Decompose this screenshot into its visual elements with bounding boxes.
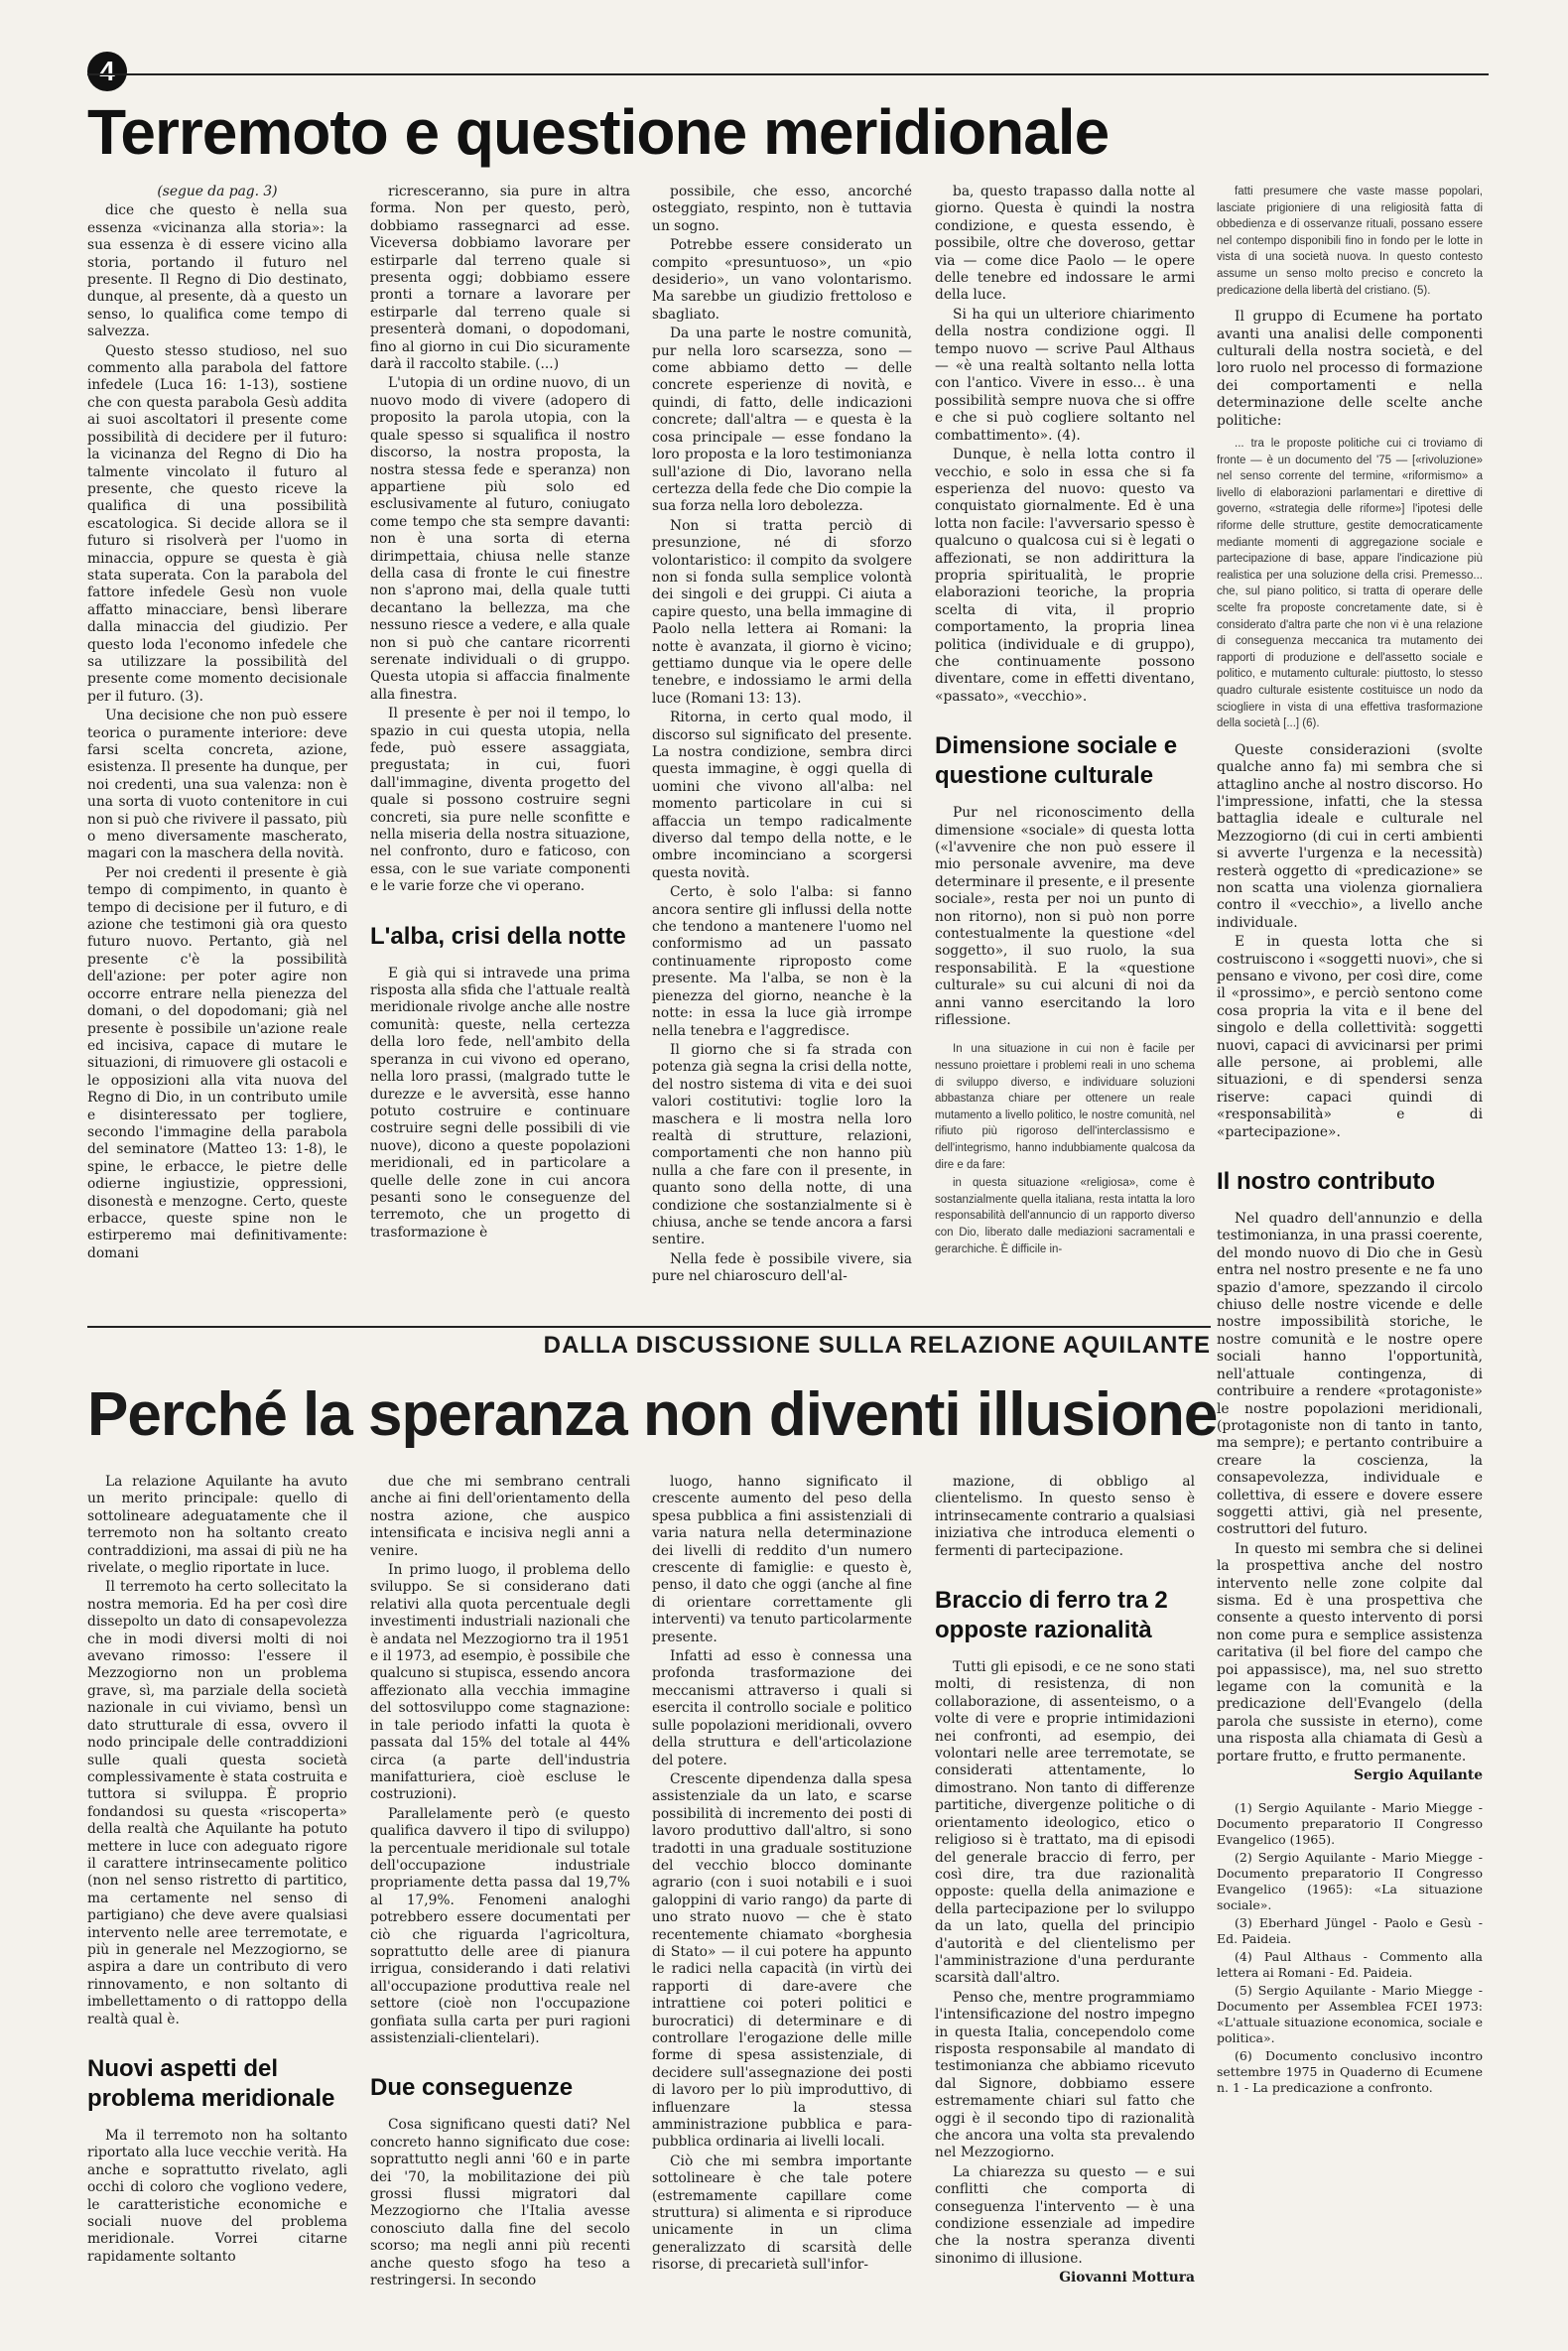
paragraph-list (935, 1659, 1195, 2268)
paragraph-list (370, 1474, 630, 2047)
author-signature: Giovanni Mottura (1059, 2270, 1195, 2286)
paragraph: (2) Sergio Aquilante - Mario Miegge - Documento preparatorio II Congresso Evangelico (1965): «La situazione sociale». (1217, 1850, 1483, 1913)
paragraph: Non si tratta perciò di presunzione, né di sforzo volontaristico: il compito da svolgere non si fonda sulla semplice volontà dei singoli e dei gruppi. Ci aiuta a capire questo, una bella immagine di Paolo nella lettera ai Romani: la notte è avanzata, il giorno è vicino; gettiamo dunque via le opere delle tenebre, e indossiamo le armi della luce (Romani 13: 13). (652, 517, 912, 707)
top-rule (87, 73, 1489, 75)
paragraph: (4) Paul Althaus - Commento alla lettera ai Romani - Ed. Paideia. (1217, 1949, 1483, 1981)
paragraph: Questo stesso studioso, nel suo commento alla parabola del fattore infedele (Luca 16: 1-13), sostiene che con questa parabola Gesù addita ai suoi ascoltatori il presente come possibilità di decidere per il futuro: la vicinanza del Regno di Dio ha talmente vincolato il futuro al presente, che questo riceve la qualifica di una possibilità escatologica. Si decide allora se il futuro si risolverà per l'uomo in minaccia, oppure se questa è già stata superata. Con la parabola del fattore infedele Gesù non vuole affatto minacciare, bensì liberare dalla minaccia del giudizio. Per questo loda l'economo infedele che sa utilizzare la possibilità del presente come momento decisionale per il futuro. (3). (87, 342, 347, 705)
paragraph: (6) Documento conclusivo incontro settembre 1975 in Quaderno di Ecumene n. 1 - La predicazione a confronto. (1217, 2048, 1483, 2096)
subheading-contributo: Il nostro contributo (1217, 1168, 1435, 1196)
footnotes (1217, 1800, 1483, 2096)
paragraph: La relazione Aquilante ha avuto un merito principale: quello di sottolineare adeguatamente che il terremoto non ha soltanto creato contraddizioni, ma assai di più ne ha rivelate, o meglio riportate in luce. (87, 1474, 347, 1577)
paragraph: ba, questo trapasso dalla notte al giorno. Questa è quindi la nostra condizione, e questa essendo, è possibile, oltre che doveroso, gettar via — come dice Paolo — le opere delle tenebre ed indossare le armi della luce. (935, 184, 1195, 304)
quoted-block (935, 1041, 1195, 1257)
subheading-nuovi-aspetti: Nuovi aspetti del problema meridionale (87, 2055, 335, 2112)
paragraph-list (935, 184, 1195, 706)
paragraph: possibile, che esso, ancorché osteggiato, respinto, non è tuttavia un sogno. (652, 184, 912, 234)
article1-col5 (1217, 184, 1483, 2098)
section-rule (87, 1326, 1211, 1328)
paragraph-list (370, 2117, 630, 2289)
article2-col1 (87, 1474, 347, 2268)
paragraph: Il giorno che si fa strada con potenza già segna la crisi della notte, del nostro sistema di vita e dei suoi valori costitutivi: toglie loro la maschera e li mostra nella loro realtà di strutture, relazioni, comportamenti che non hanno più nulla a che fare con il presente, in quanto sono della notte, di una condizione che sostanzialmente si è chiusa, anche se tende ancora a farsi sentire. (652, 1041, 912, 1248)
paragraph-list (370, 184, 630, 896)
paragraph: E in questa lotta che si costruiscono i «soggetti nuovi», che si pensano e vivono, per così dire, come il «prossimo», e perciò sentono come cosa propria la vita e il bene del singolo e della collettività: soggetti nuovi, capaci di avvicinarsi per primi alle persone, ai problemi, alle situazioni, e di spendersi senza riserve: capaci quindi di «responsabilità» e di «partecipazione». (1217, 934, 1483, 1140)
paragraph-list (935, 805, 1195, 1029)
paragraph: Pur nel riconoscimento della dimensione «sociale» di questa lotta («l'avvenire che non può essere il mio personale avvenire, ma deve determinare il presente, e il presente sociale», resta per noi un punto di non ritorno), non si può non porre contestualmente la questione «del soggetto», il suo ruolo, la sua responsabilità. E la «questione culturale» su cui alcuni di noi da anni vanno esercitando la loro riflessione. (935, 805, 1195, 1029)
paragraph: Ciò che mi sembra importante sottolineare è che tale potere (estremamente capillare come struttura) si alimenta e si riproduce unicamente in un clima generalizzato di scarsità delle risorse, di precarietà sull'infor- (652, 2153, 912, 2274)
paragraph: ricresceranno, sia pure in altra forma. Non per questo, però, dobbiamo rassegnarci ad esse. Viceversa dobbiamo lavorare per estirparle dal terreno quale si presenta oggi; dobbiamo essere pronti a tornare a lavorare per estirparle dal terreno quale si presenterà domani, o dopodomani, fino al giorno in cui Dio sicuramente darà il raccolto stabile. (...) (370, 184, 630, 373)
paragraph: (1) Sergio Aquilante - Mario Miegge - Documento preparatorio II Congresso Evangelico (1965). (1217, 1800, 1483, 1848)
paragraph: E già qui si intravede una prima risposta alla sfida che l'attuale realtà meridionale rivolge anche alle nostre comunità: queste, nella certezza della loro fede, nell'ambito della speranza in cui vivono ed operano, nella loro prassi, (malgrado tutte le durezze e le avversità, esse hanno potuto costruire e continuare costruire segni delle possibili di vie nuove), dicono a queste popolazioni meridionali, ed in particolare a quelle delle zone in cui ancora pesanti sono le conseguenze del terremoto, che un progetto di trasformazione è (370, 965, 630, 1241)
paragraph: (5) Sergio Aquilante - Mario Miegge - Documento per Assemblea FCEI 1973: «L'attuale situazione economica, sociale e politica». (1217, 1983, 1483, 2046)
paragraph: ... tra le proposte politiche cui ci troviamo di fronte — è un documento del '75 — [«rivoluzione» nel senso corrente del termine, «riformismo» a livello di elaborazioni parlamentari e direttive di governo, «strategia delle riforme»] l'ipotesi delle riforme delle strutture, gestite democraticamente mediante momenti di aggregazione sociale e partecipazione di base, appare l'indicazione più realistica per una soluzione della crisi. Premesso... che, sul piano politico, si tratta di operare delle scelte fra proposte concretamente date, si è considerato d'altra parte che non vi è una relazione di conseguenza meccanica tra mutamento dei rapporti di produzione e dell'assetto sociale e politico, e mutamento culturale: piuttosto, lo stesso quadro culturale esistente costituisce un nodo da sciogliere in vista di una effettiva trasformazione della società [...] (6). (1217, 438, 1483, 730)
continued-note: (segue da pag. 3) (157, 184, 278, 199)
paragraph: In una situazione in cui non è facile per nessuno proiettare i problemi reali in uno schema di sviluppo diverso, e individuare soluzioni abbastanza chiare per ottenere un reale mutamento a livello politico, le nostre comunità, nel rifiuto più rigoroso dell'interclassismo e dell'integrismo, hanno indubbiamente qualcosa da dire e da fare: (935, 1043, 1195, 1171)
paragraph-list (1217, 1211, 1483, 1765)
paragraph: Nel quadro dell'annunzio e della testimonianza, in una prassi coerente, del mondo nuovo di Dio che in Gesù entra nel nostro presente e ne fa uno spazio d'amore, spezzando il circolo chiuso delle nostre vicende e delle nostre impossibilità storiche, le nostre comunità e le nostre opere sociali hanno l'opportunità, nell'attuale contingenza, di contribuire a rendere «protagoniste» le nostre popolazioni meridionali, (protagoniste non di tanto in tanto, ma sempre); e pertanto contribuire a creare la coscienza, la consapevolezza, individuale e collettiva, di essere e dovere essere soggetti attivi, già nel presente, costruttori del futuro. (1217, 1211, 1483, 1538)
quoted-block (1217, 184, 1483, 299)
paragraph: mazione, di obbligo al clientelismo. In questo senso è intrinsecamente contrario a qualsiasi iniziativa che introduca elementi o fermenti di partecipazione. (935, 1474, 1195, 1559)
paragraph: Da una parte le nostre comunità, pur nella loro scarsezza, sono — come abbiamo detto — delle concrete esperienze di novità, e quindi, di fatto, delle indicazioni concrete; dall'altra — e questa è la cosa principale — esse fondano la loro proposta e la loro testimonianza sull'azione di Dio, lavorano nella certezza della fede che Dio compie la sua forza nella loro debolezza. (652, 326, 912, 515)
subheading-conseguenze: Due conseguenze (370, 2074, 574, 2102)
paragraph-list (87, 202, 347, 1262)
paragraph: Dunque, è nella lotta contro il vecchio, e solo in essa che si fa esperienza del nuovo: questo va conquistato giornalmente. Ed è una lotta non facile: l'avversario spesso è qualcuno o qualcosa cui si è legati o affezionati, se non addirittura la propria spiritualità, le proprie elaborazioni teoriche, la propria scelta di vita, il proprio comportamento, la propria linea politica (individuale e di gruppo), che continuamente possono diventare, come in effetti diventano, «passato», «vecchio». (935, 447, 1195, 705)
page-number-badge: 4 (87, 52, 127, 91)
paragraph: (3) Eberhard Jüngel - Paolo e Gesù - Ed. Paideia. (1217, 1915, 1483, 1947)
paragraph-list (935, 1474, 1195, 1560)
paragraph: Il gruppo di Ecumene ha portato avanti una analisi delle componenti culturali della nostra società, e del loro ruolo nel processo di formazione dei comportamenti e nella determinazione delle scelte anche politiche: (1217, 309, 1483, 429)
subheading-alba: L'alba, crisi della notte (370, 922, 626, 950)
paragraph-list (652, 1474, 912, 2275)
paragraph-list (1217, 309, 1483, 430)
article2-kicker: DALLA DISCUSSIONE SULLA RELAZIONE AQUILANTE (543, 1332, 1211, 1359)
paragraph-list (370, 966, 630, 1242)
article2-title: Perché la speranza non diventi illusione (87, 1380, 1218, 1449)
paragraph: Ritorna, in certo qual modo, il discorso sul significato del presente. La nostra condizione, sembra dirci questa immagine, è oggi quella di uomini che vivono all'alba: nel momento particolare in cui si affaccia un tempo radicalmente diverso dal tempo della notte, e le ombre incominciano a scorgersi questa novità. (652, 710, 912, 881)
article1-col2 (370, 184, 630, 1243)
paragraph-list (1217, 742, 1483, 1141)
paragraph: Nella fede è possibile vivere, sia pure nel chiaroscuro dell'al- (652, 1250, 912, 1285)
paragraph-list (87, 2128, 347, 2266)
paragraph: La chiarezza su questo — e sui conflitti che comporta di conseguenza l'intervento — è una condizione essenziale ad impedire che la nostra speranza diventi sinonimo di illusione. (935, 2163, 1195, 2267)
paragraph: in questa situazione «religiosa», come è sostanzialmente quella italiana, resta intatta la loro responsabilità dell'annuncio di un rapporto diverso con Dio, liberato dalle mediazioni sacramentali e gerarchiche. È difficile in- (935, 1177, 1195, 1255)
paragraph: dice che questo è nella sua essenza «vicinanza alla storia»: la sua essenza è di essere vicino alla storia, portando il futuro nel presente. Il Regno di Dio destinato, dunque, al presente, dà a questo un senso, lo qualifica come tempo di salvezza. (87, 202, 347, 340)
paragraph: L'utopia di un ordine nuovo, di un nuovo modo di vivere (adopero di proposito la parola utopia, con la quale spesso si squalifica il nostro discorso, la nostra proposta, la nostra stessa fede e speranza) non appartiene più solo ed esclusivamente al futuro, coniugato come tempo che sta sempre davanti: non è una sorta di eterna dirimpettaia, chiusa nelle stanze della casa di fronte le cui finestre non s'aprono mai, della quale tutti decantano la bellezza, ma che nessuno riesce a vedere, e alla quale non si può che cantare ricorrenti serenate individuali o di gruppo. Questa utopia si affaccia finalmente alla finestra. (370, 375, 630, 703)
article1-title: Terremoto e questione meridionale (87, 96, 1110, 168)
article2-col2 (370, 1474, 630, 2291)
paragraph: Cosa significano questi dati? Nel concreto hanno significato due cose: soprattutto negli anni '60 e in parte dei '70, la mobilitazione dei più grossi flussi migratori dal Mezzogiorno che l'Italia avesse conosciuto dalla fine del secolo scorso; ma negli anni più recenti anche questo sfogo ha teso a restringersi. In secondo (370, 2117, 630, 2289)
paragraph: Infatti ad esso è connessa una profonda trasformazione dei meccanismi attraverso i quali si esercita il controllo sociale e politico sulle popolazioni meridionali, ovvero della struttura e dell'articolazione del potere. (652, 1648, 912, 1768)
paragraph: In primo luogo, il problema dello sviluppo. Se si considerano dati relativi alla quota percentuale degli investimenti industriali nazionali che è andata nel Mezzogiorno tra il 1951 e il 1973, ad esempio, è possibile che qualcuno si stupisca, essendo ancora affezionato alla vecchia immagine del sottosviluppo come stagnazione: in tale periodo infatti la quota è passata dal 15% del totale al 44% circa (a parte dell'industria manifatturiera, cioè escluse le costruzioni). (370, 1562, 630, 1803)
quoted-block (1217, 436, 1483, 732)
paragraph-list (87, 1474, 347, 2028)
paragraph: Tutti gli episodi, e ce ne sono stati molti, di resistenza, di non collaborazione, di assenteismo, o a volte di vere e proprie intimidazioni nei confronti, ad esempio, dei volontari nelle aree terremotate, se considerati attentamente, lo dimostrano. Non tanto di differenze partitiche, divergenze politiche o di orientamento ideologico, etico o religioso si è trattato, ma di episodi del generale braccio di ferro, per così dire, tra due razionalità opposte: quella della animazione e della partecipazione per lo sviluppo da un lato, quella del principio d'autorità e del clientelismo per l'amministrazione d'una perdurante scarsità dall'altro. (935, 1659, 1195, 1987)
paragraph: Il presente è per noi il tempo, lo spazio in cui questa utopia, nella fede, può essere assaggiata, pregustata; in cui, fuori dall'immagine, diventa progetto del quale si possono costruire segni concreti, sia pure nelle sconfitte e nella miseria della nostra situazione, nel confronto, duro e faticoso, con essa, con le sue variate componenti e le varie forze che vi operano. (370, 706, 630, 895)
paragraph: fatti presumere che vaste masse popolari, lasciate prigioniere di una religiosità fatta di obbedienza e di osservanze rituali, possano essere nel contempo disponibili fino in fondo per le lotte in vista di una società nuova. In questo contesto assume un senso molto preciso e concreto la predicazione della libertà del cristiano. (5). (1217, 186, 1483, 297)
article1-col1 (87, 184, 347, 1264)
article2-col4 (935, 1474, 1195, 2289)
paragraph: Il terremoto ha certo sollecitato la nostra memoria. Ed ha per così dire dissepolto un dato di consapevolezza che in modi diversi molti di noi avevano rimosso: l'essere il Mezzogiorno non un problema grave, sì, ma parziale della società nazionale in cui viviamo, bensì un dato strutturale di essa, ovvero il nodo principale delle contraddizioni sulle quali questa società complessivamente è stata costruita e tuttora si sviluppa. È proprio fondandosi su questa «riscoperta» della realtà che Aquilante ha potuto mettere in luce con adeguato rigore il carattere intrinsecamente politico (non nel senso ristretto di partitico, ma certamente nel senso di partigiano) che deve avere qualsiasi intervento nelle aree terremotate, e più in generale nel Mezzogiorno, se aspira a dare un contributo di vero rinnovamento, e non soltanto di imbellettamento o di rattoppo della realtà qual è. (87, 1579, 347, 2027)
paragraph: Parallelamente però (e questo qualifica davvero il tipo di sviluppo) la percentuale meridionale sul totale dell'occupazione industriale propriamente detta passa dal 19,7% al 17,9%. Fenomeni analoghi potrebbero essere documentati per ciò che riguarda l'agricoltura, soprattutto delle aree di pianura irrigua, considerando i dati relativi all'occupazione produttiva reale nel settore (cioè non l'occupazione gonfiata sulla carta per puri ragioni assistenziali-clientelari). (370, 1805, 630, 2046)
paragraph: Certo, è solo l'alba: si fanno ancora sentire gli influssi della notte che tendono a mantenere l'uomo nel conformismo ad un passato continuamente riproposto come presente. Ma l'alba, se non è la pienezza del giorno, neanche è la notte: in essa la luce già irrompe nella tenebra e l'aggredisce. (652, 884, 912, 1039)
paragraph: Penso che, mentre programmiamo l'intensificazione del nostro impegno in questa Italia, concependolo come risposta responsabile al mandato di testimonianza che abbiamo ricevuto dal Signore, dobbiamo essere estremamente chiari sul fatto che oggi è il secondo tipo di razionalità che ancora una volta sta prevalendo nel Mezzogiorno. (935, 1989, 1195, 2161)
paragraph: due che mi sembrano centrali anche ai fini dell'orientamento della nostra azione, che auspico intensificata e incisiva negli anni a venire. (370, 1474, 630, 1559)
article1-col4 (935, 184, 1195, 1259)
paragraph: In questo mi sembra che si delinei la prospettiva anche del nostro intervento nelle zone colpite dal sisma. Ed è una prospettiva che consente a questo intervento di porsi non come pura e semplice assistenza caritativa (il bel fiore del campo che poi appassisce), ma, nel suo stretto legame con la comunità e la predicazione dell'Evangelo (della parola che sussiste in eterno), come una risposta alla chiamata di Gesù a portare frutto, e frutto permanente. (1217, 1540, 1483, 1764)
paragraph: Queste considerazioni (svolte qualche anno fa) mi sembra che si attaglino anche al nostro discorso. Ho l'impressione, infatti, che la stessa battaglia ideale e culturale nel Mezzogiorno (di cui in certi ambienti si avverte l'urgenza e la necessità) resterà oggetto di «predicazione» se non scatta una violenza giornaliera contro il «vecchio», a livello anche individuale. (1217, 741, 1483, 931)
paragraph: Si ha qui un ulteriore chiarimento della nostra condizione oggi. Il tempo nuovo — scrive Paul Althaus — «è una realtà soltanto nella lotta con l'antico. Vivere in esso... è una possibilità sempre nuova che si offre e che si può cogliere soltanto nel combattimento». (4). (935, 306, 1195, 444)
paragraph: Ma il terremoto non ha soltanto riportato alla luce vecchie verità. Ha anche e soprattutto rivelato, agli occhi di coloro che vogliono vedere, le caratteristiche economiche e sociali nuove del problema meridionale. Vorrei citarne rapidamente soltanto (87, 2128, 347, 2265)
article2-col3 (652, 1474, 912, 2277)
paragraph: Una decisione che non può essere teorica o puramente interiore: deve farsi scelta concreta, azione, esistenza. Il presente ha dunque, per noi credenti, una sua valenza: non è una sorta di vuoto contenitore in cui non si può che rivivere il passato, più o meno diversamente mascherato, magari con la maschera della novità. (87, 708, 347, 862)
subheading-braccio: Braccio di ferro tra 2 opposte razionalità (935, 1587, 1168, 1644)
author-signature: Sergio Aquilante (1354, 1767, 1483, 1784)
paragraph: Crescente dipendenza dalla spesa assistenziale da un lato, e scarse possibilità di incremento dei posti di lavoro produttivo dall'altro, si sono tradotti in una graduale sostituzione del vecchio blocco dominante agrario (con i suoi notabili e i suoi galoppini di vario rango) da parte di uno strato nuovo — che è stato recentemente chiamato «borghesia di Stato» — il cui potere ha appunto le radici nella capacità (in virtù dei rapporti di dare-avere che intrattiene coi poteri politici e burocratici) di determinare e di controllare l'erogazione delle mille forme di spesa assistenziale, di decidere sull'assegnazione dei posti di lavoro per lo più improduttivo, di influenzare la stessa amministrazione pubblica e para-pubblica ordinaria ai livelli locali. (652, 1770, 912, 2151)
paragraph: Potrebbe essere considerato un compito «presuntuoso», un «pio desiderio», un vano volontarismo. Ma sarebbe un giudizio frettoloso e sbagliato. (652, 237, 912, 323)
subheading-dimensione: Dimensione sociale e questione culturale (935, 732, 1178, 790)
article1-col3 (652, 184, 912, 1288)
paragraph-list (652, 184, 912, 1286)
paragraph: luogo, hanno significato il crescente aumento del peso della spesa pubblica a fini assistenziali di varia natura nella determinazione dei livelli di reddito d'un numero crescente di famiglie: e questo è, penso, il dato che oggi (anche al fine di orientare correttamente gli interventi) va tenuto particolarmente presente. (652, 1474, 912, 1645)
paragraph: Per noi credenti il presente è già tempo di compimento, in quanto è tempo di decisione per il futuro, e di azione che testimoni già ora questo futuro nuovo. Pertanto, già nel presente c'è la possibilità dell'azione: per poter agire non occorre entrare nella pienezza del domani, o del dopodomani; già nel presente è possibile un'azione reale ed incisiva, capace di mutare le situazioni, di rimuovere gli ostacoli e le opposizioni alla vita nuova del Regno di Dio, in un contributo umile e disinteressato per togliere, secondo l'immagine della parabola del seminatore (Matteo 13: 1-8), le spine, le erbacce, le pietre delle odierne ingiustizie, oppressioni, disonestà e menzogne. Certo, queste erbacce, queste spine non le estirperemo mai definitivamente: domani (87, 864, 347, 1261)
